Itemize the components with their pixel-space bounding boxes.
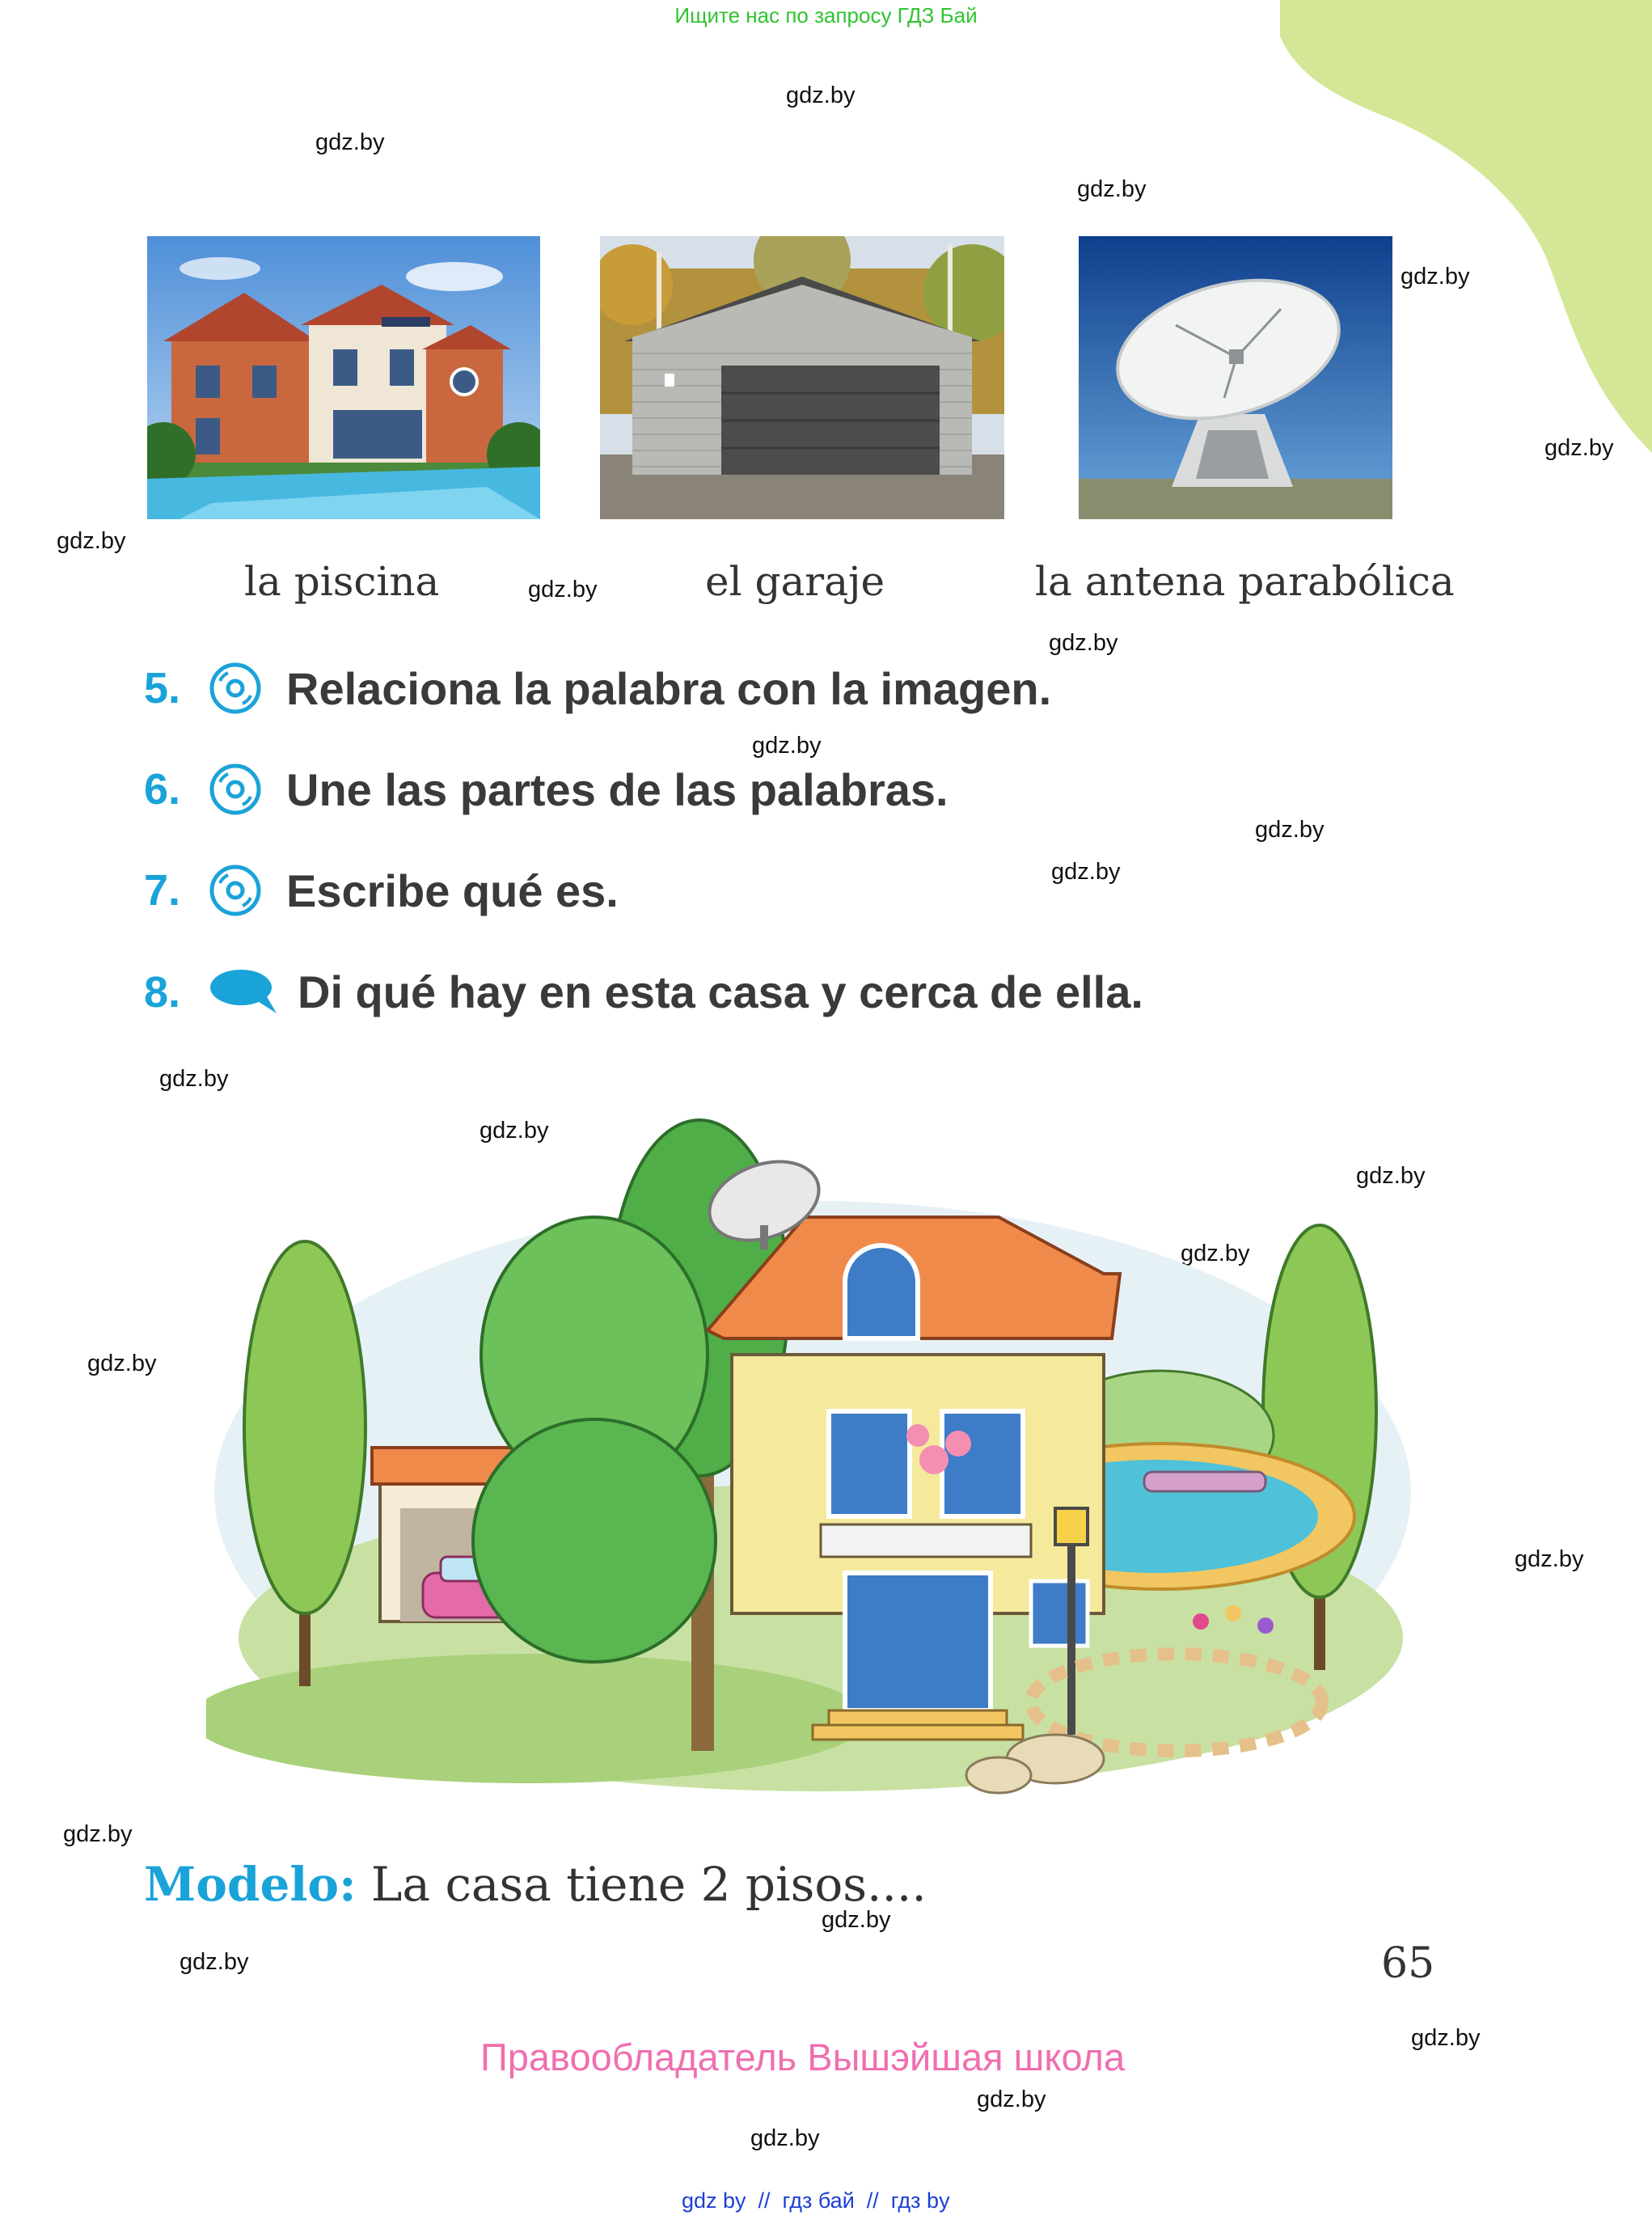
watermark: gdz.by [1401,264,1470,290]
copyright-owner: Правообладатель Вышэйшая школа [480,2036,1126,2078]
speech-bubble-icon [209,968,278,1017]
vocab-caption-garage: el garaje [705,558,885,605]
watermark: gdz.by [180,1949,249,1975]
watermark: gdz.by [786,82,856,108]
watermark: gdz.by [752,733,822,759]
watermark: gdz.by [750,2125,820,2151]
task-number: 5. [144,664,181,712]
search-banner: Ищите нас по запросу ГДЗ Бай [674,3,978,27]
task-7 [144,864,619,917]
footer-links[interactable]: gdz by // гдз бай // гдз by [682,2188,950,2213]
house-with-pool-image [147,236,540,519]
watermark: gdz.by [1515,1546,1584,1572]
satellite-dish-image [1079,236,1392,519]
task-instruction: Escribe qué es. [286,865,619,916]
task-8 [144,966,1143,1018]
watermark: gdz.by [1356,1163,1426,1189]
watermark: gdz.by [87,1351,157,1376]
task-instruction: Di qué hay en esta casa y cerca de ella. [298,966,1143,1017]
task-6 [144,763,949,816]
watermark: gdz.by [63,1821,133,1847]
task-number: 6. [144,765,181,814]
task-instruction: Une las partes de las palabras. [286,763,949,815]
watermark: gdz.by [1181,1241,1250,1266]
task-5 [144,662,1051,715]
watermark: gdz.by [1255,817,1325,843]
watermark: gdz.by [822,1907,891,1933]
watermark: gdz.by [480,1118,549,1144]
watermark: gdz.by [528,577,598,603]
vocab-caption-antenna: la antena parabólica [1035,558,1455,605]
watermark: gdz.by [159,1066,229,1092]
cd-icon [209,864,262,917]
watermark: gdz.by [315,129,385,155]
task-number: 8. [144,967,181,1017]
page-number: 65 [1381,1939,1435,1988]
watermark: gdz.by [1411,2025,1481,2051]
watermark: gdz.by [1049,630,1118,656]
vocab-caption-pool: la piscina [244,558,440,605]
watermark: gdz.by [1077,176,1147,202]
task-instruction: Relaciona la palabra con la imagen. [286,662,1052,714]
watermark: gdz.by [977,2087,1046,2112]
house-illustration [206,1088,1426,1799]
watermark: gdz.by [57,528,126,554]
model-text: La casa tiene 2 pisos.... [356,1857,927,1912]
model-label: Modelo: [144,1857,357,1912]
model-sentence [144,1857,927,1912]
watermark: gdz.by [1051,859,1121,885]
task-number: 7. [144,866,181,915]
cd-icon [209,662,262,715]
watermark: gdz.by [1544,435,1614,461]
garage-image [600,236,1004,519]
cd-icon [209,763,262,816]
